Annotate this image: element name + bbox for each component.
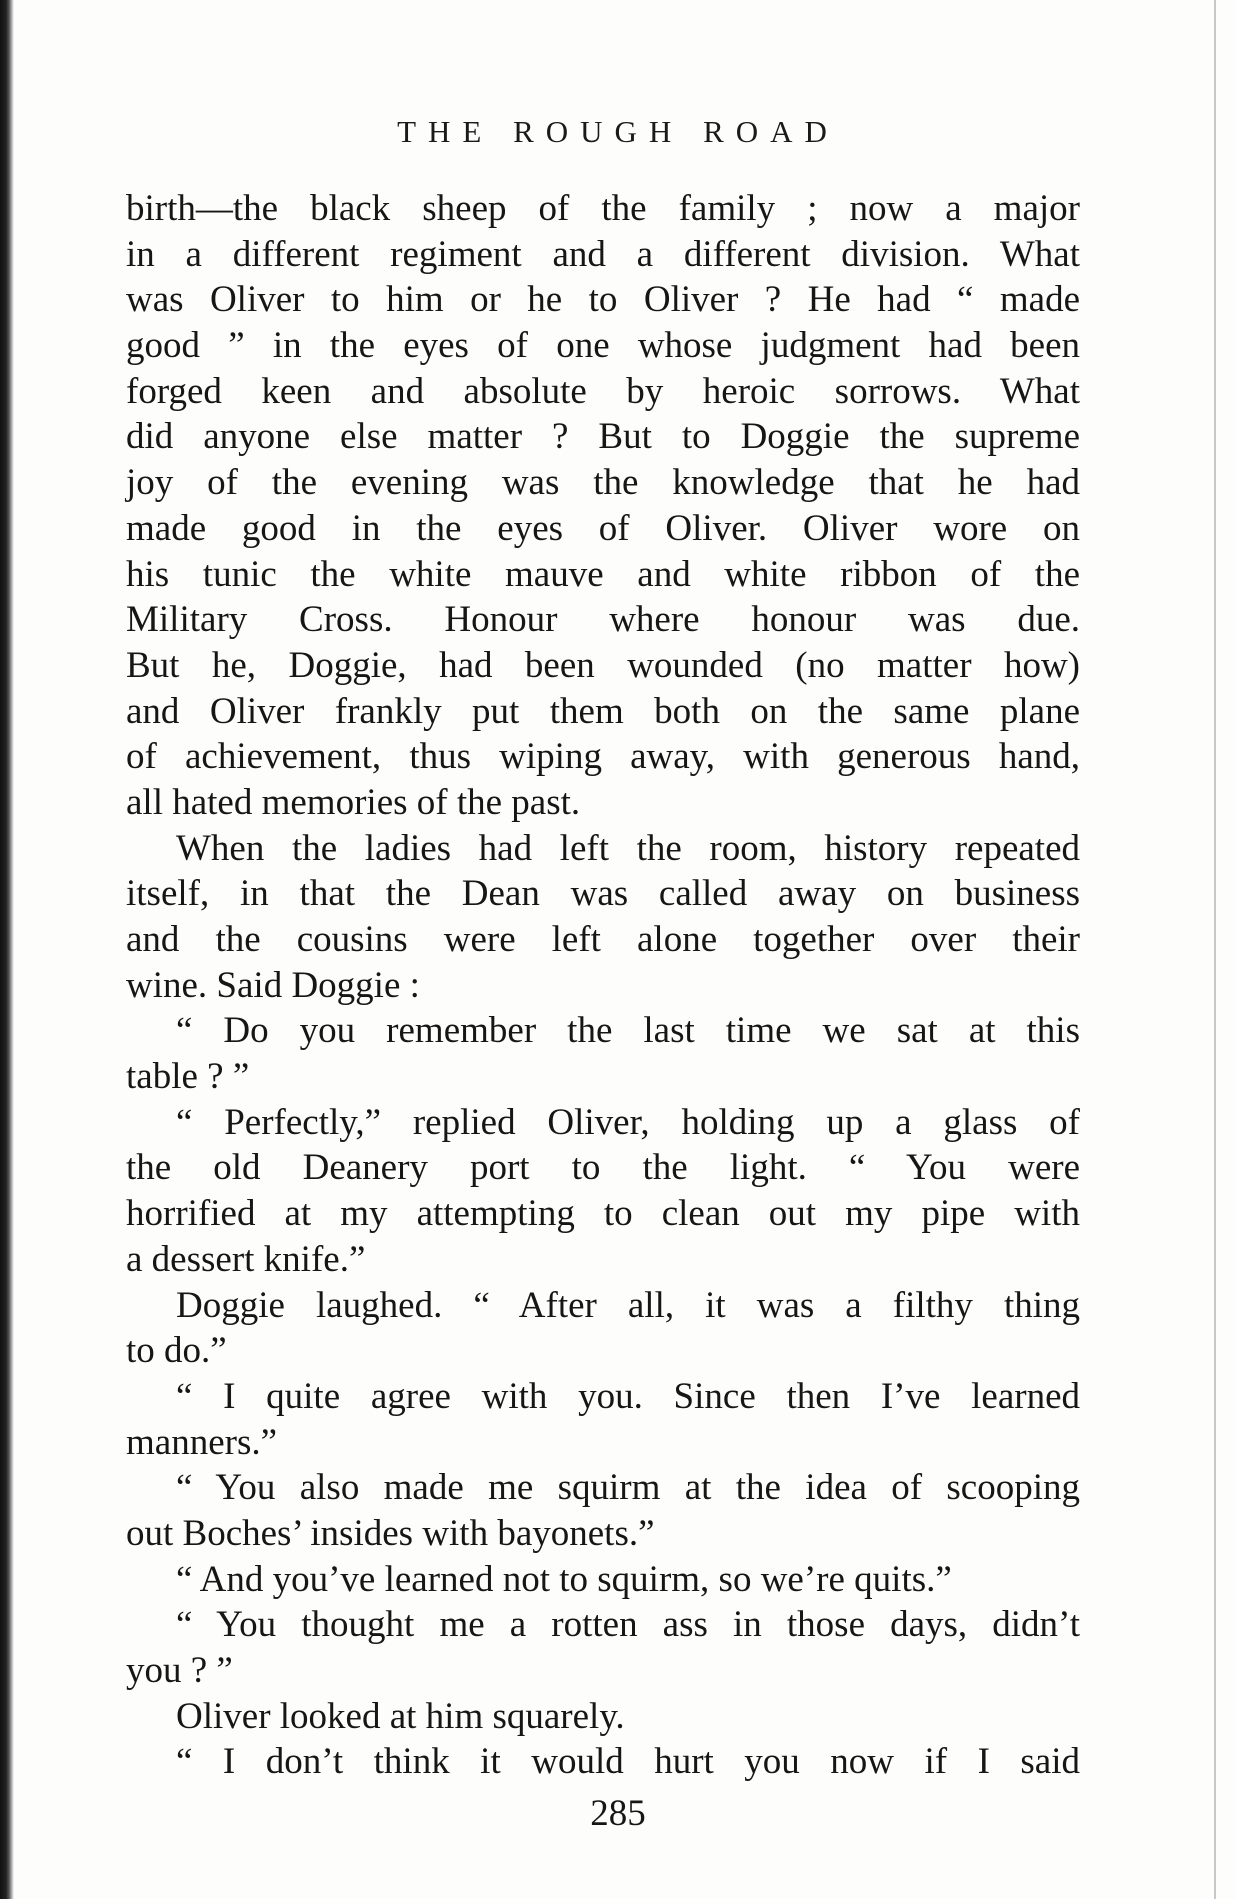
scan-page-edge xyxy=(1214,0,1216,1899)
body-text xyxy=(126,186,1080,1785)
text-line: table ? ” xyxy=(126,1056,250,1098)
text-line: “ Do you remember the last time we sat at this xyxy=(176,1010,1080,1052)
text-line: But he, Doggie, had been wounded (no matter how) xyxy=(126,644,1080,686)
text-line: “ You thought me a rotten ass in those days, didn’t xyxy=(176,1604,1080,1646)
page-number: 285 xyxy=(590,1793,646,1834)
text-line: “ Perfectly,” replied Oliver, holding up a glass of xyxy=(176,1101,1080,1143)
text-line: Doggie laughed. “ After all, it was a filthy thing xyxy=(176,1284,1080,1326)
scan-binding-edge xyxy=(0,0,14,1899)
text-line: joy of the evening was the knowledge that he had xyxy=(126,462,1080,504)
text-line: of achievement, thus wiping away, with generous hand, xyxy=(126,736,1080,778)
text-line: a dessert knife.” xyxy=(126,1238,366,1280)
text-line: out Boches’ insides with bayonets.” xyxy=(126,1512,655,1554)
text-line: the old Deanery port to the light. “ You were xyxy=(126,1147,1080,1189)
text-line: horrified at my attempting to clean out my pipe with xyxy=(126,1193,1080,1235)
text-line: good ” in the eyes of one whose judgment had been xyxy=(126,325,1080,367)
text-line: When the ladies had left the room, history repeated xyxy=(176,827,1080,869)
text-line: you ? ” xyxy=(126,1650,233,1691)
text-line: was Oliver to him or he to Oliver ? He had “ made xyxy=(126,279,1080,321)
text-line: manners.” xyxy=(126,1421,278,1463)
text-line: Military Cross. Honour where honour was due. xyxy=(126,599,1080,641)
text-line: “ I quite agree with you. Since then I’ve learned xyxy=(176,1375,1080,1417)
text-line: wine. Said Doggie : xyxy=(126,964,420,1006)
text-line: made good in the eyes of Oliver. Oliver wore on xyxy=(126,507,1080,549)
text-line: his tunic the white mauve and white ribbon of the xyxy=(126,553,1080,595)
text-line: itself, in that the Dean was called away on business xyxy=(126,873,1080,915)
text-line: “ You also made me squirm at the idea of scooping xyxy=(176,1467,1080,1509)
text-line: Oliver looked at him squarely. xyxy=(176,1695,625,1737)
text-line: and the cousins were left alone together over their xyxy=(126,919,1080,960)
text-line: did anyone else matter ? But to Doggie the supreme xyxy=(126,416,1080,458)
text-line: “ And you’ve learned not to squirm, so we’re quits.” xyxy=(176,1558,952,1600)
text-line: birth—the black sheep of the family ; now a major xyxy=(126,188,1080,229)
text-line: forged keen and absolute by heroic sorrows. What xyxy=(126,370,1080,412)
text-line: and Oliver frankly put them both on the same plane xyxy=(126,690,1080,732)
running-head: THE ROUGH ROAD xyxy=(397,114,839,149)
text-line: in a different regiment and a different division. What xyxy=(126,233,1080,275)
text-line: to do.” xyxy=(126,1330,227,1372)
text-line: “ I don’t think it would hurt you now if I said xyxy=(176,1741,1080,1783)
text-line: all hated memories of the past. xyxy=(126,781,581,823)
